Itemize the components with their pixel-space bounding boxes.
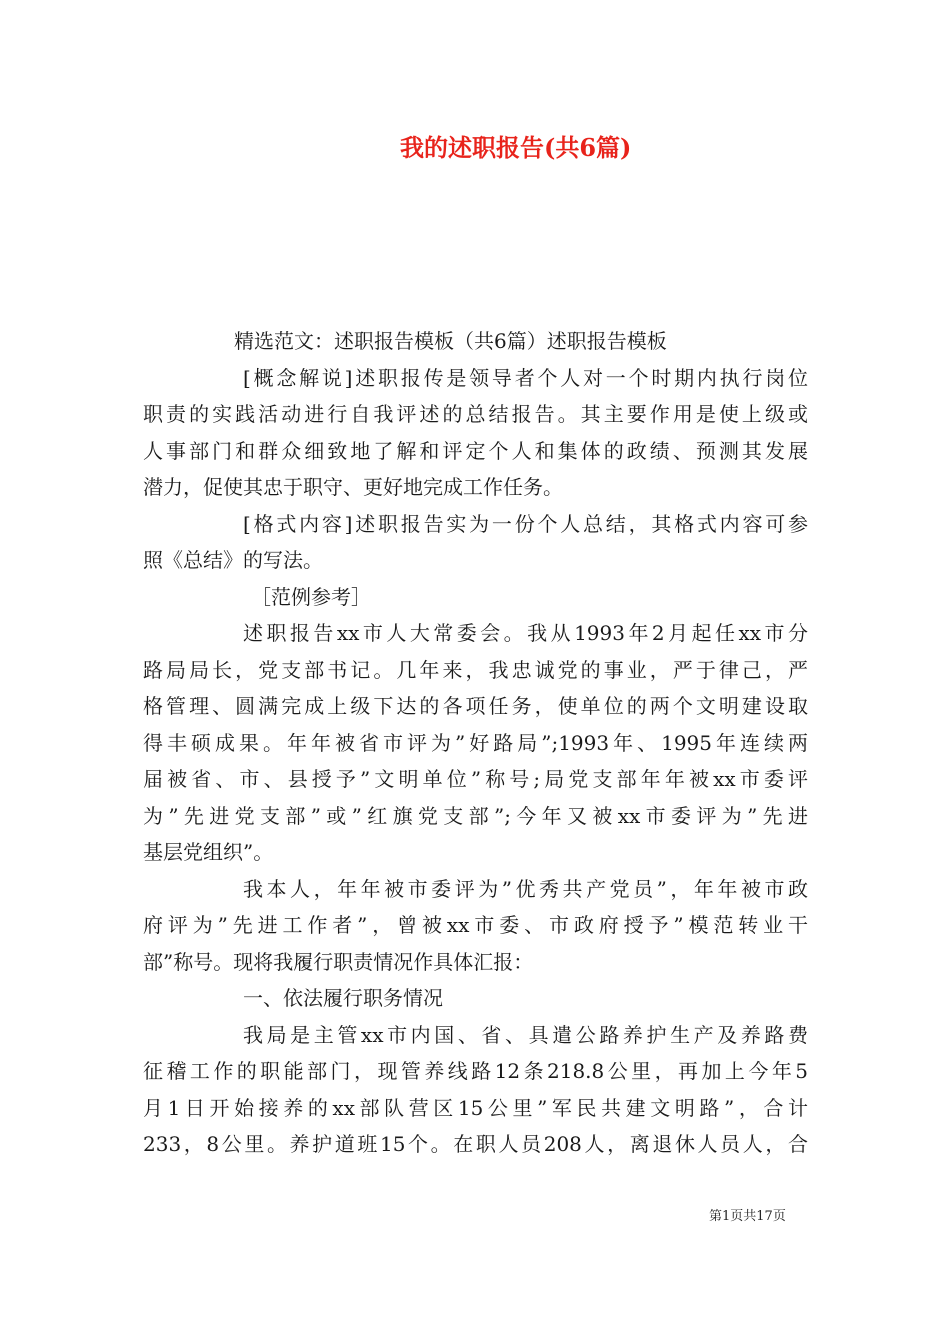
document-title: 我的述职报告(共6篇) bbox=[400, 133, 632, 162]
document-body bbox=[143, 323, 808, 1163]
text-line: 为”先进党支部”或”红旗党支部”;今年又被xx市委评为”先进 bbox=[143, 803, 808, 828]
text-line: 部”称号。现将我履行职责情况作具体汇报： bbox=[143, 949, 534, 974]
text-line: 人事部门和群众细致地了解和评定个人和集体的政绩、预测其发展 bbox=[143, 438, 808, 463]
text-line: [格式内容]述职报告实为一份个人总结，其格式内容可参 bbox=[243, 511, 808, 536]
text-line: 述职报告xx市人大常委会。我从1993年2月起任xx市分 bbox=[243, 621, 808, 645]
text-line: 月1日开始接养的xx部队营区15公里”军民共建文明路”，合计 bbox=[143, 1095, 808, 1120]
page-number: 第1页共17页 bbox=[709, 1209, 786, 1224]
text-line: ［范例参考］ bbox=[251, 584, 371, 609]
text-line: 职责的实践活动进行自我评述的总结报告。其主要作用是使上级或 bbox=[143, 402, 808, 426]
text-line: 府评为”先进工作者”，曾被xx市委、市政府授予”模范转业干 bbox=[143, 913, 808, 937]
section-heading: 一、依法履行职务情况 bbox=[243, 986, 443, 1010]
text-line: 233，8公里。养护道班15个。在职人员208人，离退休人员人，合 bbox=[143, 1132, 808, 1156]
text-line: 格管理、圆满完成上级下达的各项任务，使单位的两个文明建设取 bbox=[143, 694, 808, 718]
text-line: 精选范文：述职报告模板（共6篇）述职报告模板 bbox=[234, 329, 667, 353]
text-line: 基层党组织”。 bbox=[143, 840, 274, 864]
text-line: 得丰硕成果。年年被省市评为”好路局”;1993年、1995年连续两 bbox=[143, 730, 808, 755]
text-line: 征稽工作的职能部门，现管养线路12条218.8公里，再加上今年5 bbox=[143, 1059, 808, 1083]
text-line: 我局是主管xx市内国、省、具遣公路养护生产及养路费 bbox=[243, 1022, 808, 1047]
text-line: 届被省、市、县授予”文明单位”称号;局党支部年年被xx市委评 bbox=[143, 767, 808, 791]
text-line: 照《总结》的写法。 bbox=[143, 548, 323, 572]
text-line: 我本人，年年被市委评为”优秀共产党员”，年年被市政 bbox=[243, 876, 808, 901]
text-line: [概念解说]述职报传是领导者个人对一个时期内执行岗位 bbox=[243, 365, 808, 390]
text-line: 路局局长，党支部书记。几年来，我忠诚党的事业，严于律己，严 bbox=[143, 657, 808, 682]
text-line: 潜力，促使其忠于职守、更好地完成工作任务。 bbox=[143, 475, 563, 499]
